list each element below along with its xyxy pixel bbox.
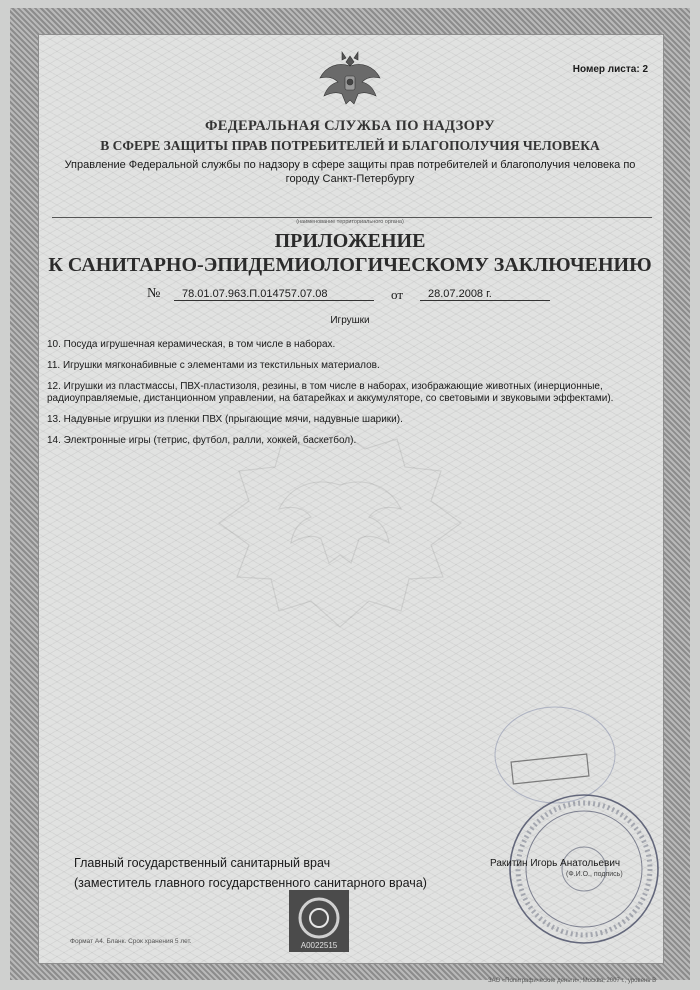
reference-row [0,286,700,306]
agency-name-line1: ФЕДЕРАЛЬНАЯ СЛУЖБА ПО НАДЗОРУ [205,118,495,134]
department-caption: (наименование территориального органа) [296,219,404,225]
date-label: от [391,287,404,302]
hologram-number: A0022515 [300,941,338,950]
hologram-sticker [289,890,349,952]
document-title: ПРИЛОЖЕНИЕ [274,230,426,252]
double-headed-eagle-emblem [318,48,382,110]
number-label: № [147,286,161,301]
conclusion-number: 78.01.07.963.П.014757.07.08 [174,288,374,301]
list-item: 10. Посуда игрушечная керамическая, в том числе в наборах. [47,339,336,350]
signer-name: Ракитин Игорь Анатольевич [490,858,621,869]
agency-name-line2: В СФЕРЕ ЗАЩИТЫ ПРАВ ПОТРЕБИТЕЛЕЙ И БЛАГОПОЛУЧИЯ ЧЕЛОВЕКА [100,138,600,153]
department-name: Управление Федеральной службы по надзору в сфере защиты прав потребителей и благополучия человека по городу Санкт-Петербургу [64,159,636,185]
signature-title-deputy: (заместитель главного государственного санитарного врача) [74,876,427,890]
round-seal-stamp [505,790,663,948]
department-underline [52,217,652,218]
printer-note: ЗАО «Полиграфические деньги», Москва, 2007 г., уровень В [488,978,657,984]
sheet-number: Номер листа: 2 [572,64,648,75]
document-subtitle: К САНИТАРНО-ЭПИДЕМИОЛОГИЧЕСКОМУ ЗАКЛЮЧЕНИЮ [48,254,652,276]
conclusion-date: 28.07.2008 г. [420,288,550,301]
product-list [47,339,653,456]
signature-title: Главный государственный санитарный врач [74,856,331,870]
eagle-watermark-seal [205,425,475,635]
product-category: Игрушки [330,315,370,326]
list-item: 14. Электронные игры (тетрис, футбол, ралли, хоккей, баскетбол). [47,435,357,446]
list-item: 13. Надувные игрушки из пленки ПВХ (прыгающие мячи, надувные шарики). [47,414,403,425]
signer-caption: (Ф.И.О., подпись) [566,871,623,878]
format-note: Формат А4. Бланк. Срок хранения 5 лет. [70,938,192,945]
list-item: 12. Игрушки из пластмассы, ПВХ-пластизоля, резины, в том числе в наборах, изображающие животных (инерционные, радиоуправляемые, дистанционном управлении, на батарейках и аккумуляторе, со световыми и звуковыми эффектами). [47,381,614,404]
list-item: 11. Игрушки мягконабивные с элементами из текстильных материалов. [47,360,380,371]
